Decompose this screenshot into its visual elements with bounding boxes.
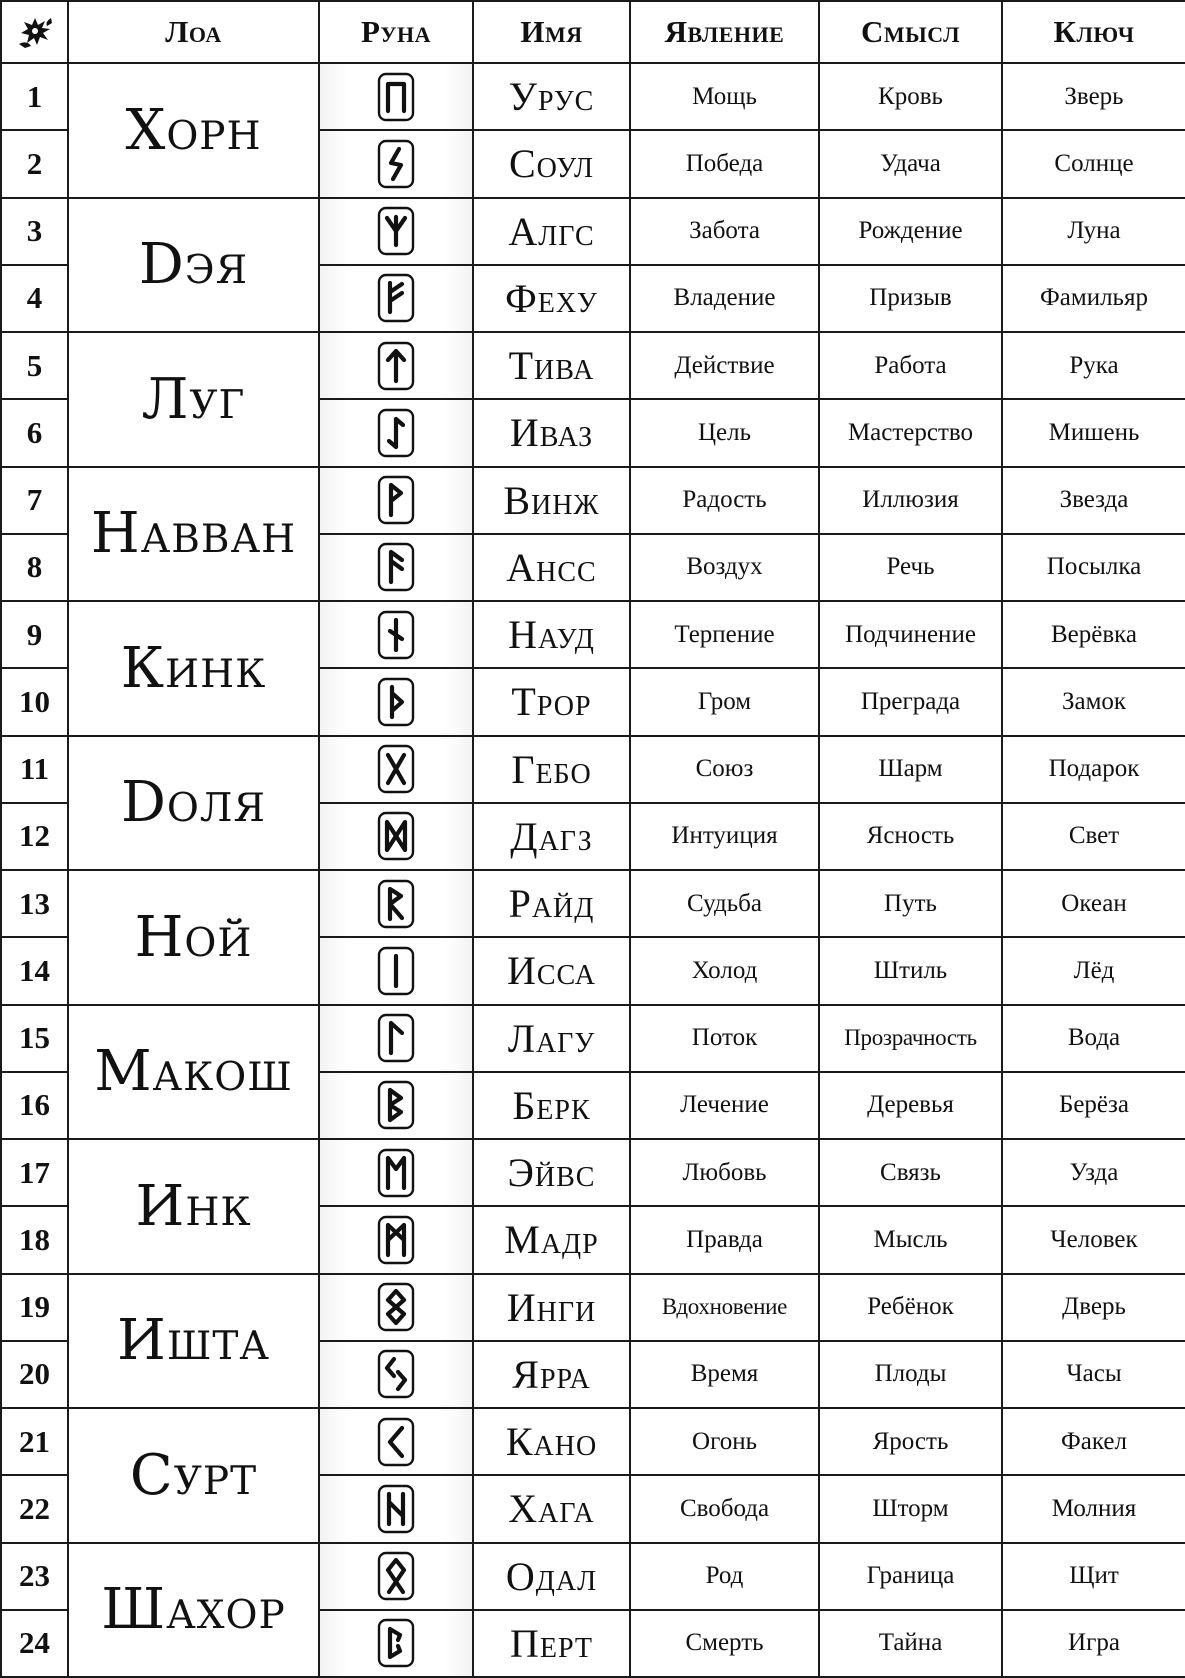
rune-key: Луна	[1002, 198, 1185, 265]
rune-phenomenon: Смерть	[630, 1610, 819, 1677]
loa-name: Сурт	[68, 1408, 319, 1543]
rune-cell	[319, 1543, 473, 1610]
table-row	[1, 1139, 1185, 1206]
isa-rune-icon	[376, 945, 416, 997]
wunjo-rune-icon	[376, 474, 416, 526]
rune-meaning: Граница	[819, 1543, 1002, 1610]
rune-phenomenon: Поток	[630, 1005, 819, 1072]
rune-cell	[319, 265, 473, 332]
sowilo-rune-icon	[376, 138, 416, 190]
rune-phenomenon: Лечение	[630, 1072, 819, 1139]
rune-number: 24	[1, 1610, 68, 1677]
rune-meaning: Рождение	[819, 198, 1002, 265]
rune-name: Дагз	[473, 803, 630, 870]
rune-name: Инги	[473, 1274, 630, 1341]
table-row	[1, 736, 1185, 803]
rune-cell	[319, 332, 473, 399]
loa-name: Луг	[68, 332, 319, 467]
rune-cell	[319, 399, 473, 466]
rune-meaning: Связь	[819, 1139, 1002, 1206]
table-row	[1, 1274, 1185, 1341]
rune-key: Рука	[1002, 332, 1185, 399]
table-row	[1, 332, 1185, 399]
rune-cell	[319, 1005, 473, 1072]
rune-number: 21	[1, 1408, 68, 1475]
rune-key: Зверь	[1002, 63, 1185, 130]
header-rune: Руна	[319, 1, 473, 63]
rune-phenomenon: Победа	[630, 130, 819, 197]
rune-meaning: Работа	[819, 332, 1002, 399]
rune-key: Часы	[1002, 1341, 1185, 1408]
rune-cell	[319, 601, 473, 668]
rune-phenomenon: Забота	[630, 198, 819, 265]
rune-cell	[319, 467, 473, 534]
rune-phenomenon: Мощь	[630, 63, 819, 130]
rune-number: 20	[1, 1341, 68, 1408]
rune-meaning: Тайна	[819, 1610, 1002, 1677]
rune-key: Узда	[1002, 1139, 1185, 1206]
rune-cell	[319, 1341, 473, 1408]
rune-number: 3	[1, 198, 68, 265]
rune-cell	[319, 1206, 473, 1273]
eihwaz-rune-icon	[376, 407, 416, 459]
tiwaz-rune-icon	[376, 340, 416, 392]
rune-name: Иваз	[473, 399, 630, 466]
rune-cell	[319, 198, 473, 265]
algiz-rune-icon	[376, 205, 416, 257]
rune-cell	[319, 937, 473, 1004]
rune-number: 15	[1, 1005, 68, 1072]
dragon-emblem-icon	[15, 12, 55, 52]
rune-cell	[319, 668, 473, 735]
rune-phenomenon: Владение	[630, 265, 819, 332]
rune-number: 1	[1, 63, 68, 130]
rune-number: 2	[1, 130, 68, 197]
header-name: Имя	[473, 1, 630, 63]
rune-key: Щит	[1002, 1543, 1185, 1610]
rune-name: Мадр	[473, 1206, 630, 1273]
ehwaz-rune-icon	[376, 1147, 416, 1199]
rune-number: 14	[1, 937, 68, 1004]
rune-phenomenon: Любовь	[630, 1139, 819, 1206]
rune-meaning: Деревья	[819, 1072, 1002, 1139]
rune-name: Урус	[473, 63, 630, 130]
rune-meaning: Ребёнок	[819, 1274, 1002, 1341]
rune-meaning: Ярость	[819, 1408, 1002, 1475]
loa-name: Ишта	[68, 1274, 319, 1409]
rune-phenomenon: Цель	[630, 399, 819, 466]
header-key: Ключ	[1002, 1, 1185, 63]
rune-meaning: Шторм	[819, 1475, 1002, 1542]
rune-meaning: Речь	[819, 534, 1002, 601]
loa-name: Навван	[68, 467, 319, 602]
loa-name: Dэя	[68, 198, 319, 333]
loa-name: Макош	[68, 1005, 319, 1140]
rune-name: Райд	[473, 870, 630, 937]
rune-cell	[319, 1274, 473, 1341]
rune-phenomenon: Род	[630, 1543, 819, 1610]
thurisaz-rune-icon	[376, 676, 416, 728]
loa-name: Кинк	[68, 601, 319, 736]
rune-phenomenon: Гром	[630, 668, 819, 735]
table-body	[1, 63, 1185, 1677]
table-row	[1, 63, 1185, 130]
rune-key: Солнце	[1002, 130, 1185, 197]
rune-meaning: Плоды	[819, 1341, 1002, 1408]
rune-meaning: Подчинение	[819, 601, 1002, 668]
rune-meaning: Путь	[819, 870, 1002, 937]
rune-name: Соул	[473, 130, 630, 197]
header-meaning: Смысл	[819, 1, 1002, 63]
rune-phenomenon: Интуиция	[630, 803, 819, 870]
rune-name: Эйвс	[473, 1139, 630, 1206]
rune-phenomenon: Терпение	[630, 601, 819, 668]
rune-meaning: Преграда	[819, 668, 1002, 735]
rune-meaning: Иллюзия	[819, 467, 1002, 534]
rune-cell	[319, 534, 473, 601]
rune-name: Винж	[473, 467, 630, 534]
rune-key: Замок	[1002, 668, 1185, 735]
table-row	[1, 1005, 1185, 1072]
rune-key: Факел	[1002, 1408, 1185, 1475]
rune-name: Ярра	[473, 1341, 630, 1408]
header-row	[1, 1, 1185, 63]
jera-rune-icon	[376, 1348, 416, 1400]
ingwaz-rune-icon	[376, 1281, 416, 1333]
rune-cell	[319, 1475, 473, 1542]
rune-key: Берёза	[1002, 1072, 1185, 1139]
othala-rune-icon	[376, 1550, 416, 1602]
rune-name: Берк	[473, 1072, 630, 1139]
rune-number: 9	[1, 601, 68, 668]
rune-number: 11	[1, 736, 68, 803]
rune-meaning: Ясность	[819, 803, 1002, 870]
rune-cell	[319, 1139, 473, 1206]
table-row	[1, 870, 1185, 937]
header-logo-cell	[1, 1, 68, 63]
rune-name: Ансс	[473, 534, 630, 601]
rune-phenomenon: Судьба	[630, 870, 819, 937]
table-row	[1, 601, 1185, 668]
rune-number: 23	[1, 1543, 68, 1610]
rune-phenomenon: Правда	[630, 1206, 819, 1273]
uruz-rune-icon	[376, 71, 416, 123]
loa-name: Инк	[68, 1139, 319, 1274]
loa-name: Dоля	[68, 736, 319, 871]
rune-name: Гебо	[473, 736, 630, 803]
rune-meaning: Мастерство	[819, 399, 1002, 466]
rune-name: Одал	[473, 1543, 630, 1610]
kenaz-rune-icon	[376, 1416, 416, 1468]
rune-key: Человек	[1002, 1206, 1185, 1273]
rune-cell	[319, 870, 473, 937]
rune-number: 12	[1, 803, 68, 870]
header-loa: Лоа	[68, 1, 319, 63]
rune-key: Посылка	[1002, 534, 1185, 601]
rune-phenomenon: Действие	[630, 332, 819, 399]
rune-number: 5	[1, 332, 68, 399]
rune-phenomenon: Время	[630, 1341, 819, 1408]
rune-name: Феху	[473, 265, 630, 332]
rune-key: Лёд	[1002, 937, 1185, 1004]
gebo-rune-icon	[376, 743, 416, 795]
rune-number: 19	[1, 1274, 68, 1341]
mannaz-rune-icon	[376, 1214, 416, 1266]
rune-phenomenon: Радость	[630, 467, 819, 534]
rune-meaning: Призыв	[819, 265, 1002, 332]
rune-name: Науд	[473, 601, 630, 668]
rune-phenomenon: Союз	[630, 736, 819, 803]
laguz-rune-icon	[376, 1012, 416, 1064]
rune-phenomenon: Свобода	[630, 1475, 819, 1542]
rune-cell	[319, 1408, 473, 1475]
rune-name: Кано	[473, 1408, 630, 1475]
rune-meaning: Прозрачность	[819, 1005, 1002, 1072]
rune-number: 4	[1, 265, 68, 332]
dagaz-rune-icon	[376, 810, 416, 862]
rune-number: 13	[1, 870, 68, 937]
hagalaz-rune-icon	[376, 1483, 416, 1535]
rune-cell	[319, 736, 473, 803]
rune-key: Мишень	[1002, 399, 1185, 466]
table-row	[1, 467, 1185, 534]
rune-cell	[319, 803, 473, 870]
rune-number: 17	[1, 1139, 68, 1206]
rune-name: Лагу	[473, 1005, 630, 1072]
rune-number: 22	[1, 1475, 68, 1542]
table-row	[1, 198, 1185, 265]
rune-number: 8	[1, 534, 68, 601]
perthro-rune-icon	[376, 1617, 416, 1669]
rune-phenomenon: Вдохновение	[630, 1274, 819, 1341]
rune-name: Тива	[473, 332, 630, 399]
rune-phenomenon: Огонь	[630, 1408, 819, 1475]
loa-name: Ной	[68, 870, 319, 1005]
rune-phenomenon: Воздух	[630, 534, 819, 601]
rune-key: Свет	[1002, 803, 1185, 870]
rune-key: Игра	[1002, 1610, 1185, 1677]
berkano-rune-icon	[376, 1079, 416, 1131]
raido-rune-icon	[376, 878, 416, 930]
header-phenomenon: Явление	[630, 1, 819, 63]
rune-cell	[319, 1072, 473, 1139]
loa-name: Шахор	[68, 1543, 319, 1678]
rune-name: Перт	[473, 1610, 630, 1677]
rune-meaning: Штиль	[819, 937, 1002, 1004]
ansuz-rune-icon	[376, 541, 416, 593]
rune-phenomenon: Холод	[630, 937, 819, 1004]
rune-name: Трор	[473, 668, 630, 735]
rune-key: Молния	[1002, 1475, 1185, 1542]
rune-number: 16	[1, 1072, 68, 1139]
rune-name: Хага	[473, 1475, 630, 1542]
rune-meaning: Мысль	[819, 1206, 1002, 1273]
rune-number: 10	[1, 668, 68, 735]
rune-key: Вода	[1002, 1005, 1185, 1072]
rune-key: Верёвка	[1002, 601, 1185, 668]
rune-number: 18	[1, 1206, 68, 1273]
table-row	[1, 1543, 1185, 1610]
rune-number: 6	[1, 399, 68, 466]
rune-name: Исса	[473, 937, 630, 1004]
rune-key: Океан	[1002, 870, 1185, 937]
rune-number: 7	[1, 467, 68, 534]
rune-meaning: Кровь	[819, 63, 1002, 130]
rune-name: Алгс	[473, 198, 630, 265]
rune-cell	[319, 63, 473, 130]
rune-key: Звезда	[1002, 467, 1185, 534]
rune-key: Дверь	[1002, 1274, 1185, 1341]
rune-cell	[319, 130, 473, 197]
naudiz-rune-icon	[376, 609, 416, 661]
fehu-rune-icon	[376, 272, 416, 324]
rune-meaning: Шарм	[819, 736, 1002, 803]
loa-name: Хорн	[68, 63, 319, 198]
table-row	[1, 1408, 1185, 1475]
rune-key: Подарок	[1002, 736, 1185, 803]
rune-key: Фамильяр	[1002, 265, 1185, 332]
rune-cell	[319, 1610, 473, 1677]
rune-meaning: Удача	[819, 130, 1002, 197]
